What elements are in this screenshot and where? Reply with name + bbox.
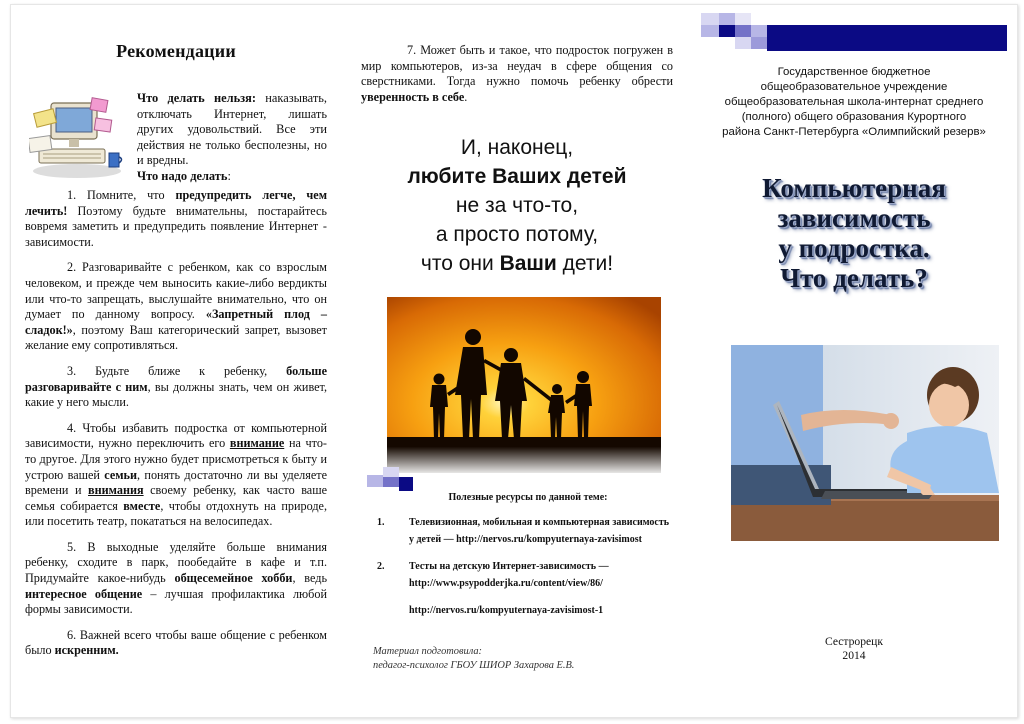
org-line-1: Государственное бюджетное [777, 66, 931, 78]
org-line-4: (полного) общего образования Курортного [741, 111, 967, 123]
brochure-title [701, 173, 1007, 293]
dont-text: наказывать, отключать Интернет, лишать других удовольствий. Все эти действия не только бесполезны, но и вредны. [137, 91, 328, 168]
middle-column [361, 5, 673, 717]
step-3 [25, 364, 327, 411]
resource-2-text[interactable]: Тесты на детскую Интернет-зависимость — http://www.psypodderjka.ru/content/view/86/ [409, 561, 609, 589]
resource-item-2 [365, 558, 671, 592]
step-1-bold: предупредить легче, чем лечить! [25, 188, 328, 218]
title-line-4: Что делать? [780, 263, 928, 293]
step-3-bold: больше разговаривайте с ним [25, 363, 327, 394]
love-message [361, 133, 673, 278]
org-line-2: общеобразовательное учреждение [760, 81, 948, 93]
header-decoration [701, 13, 1007, 53]
right-column [701, 5, 1011, 717]
step-4-text-e: , понять достаточно ли вы уделяете времени и [25, 467, 327, 498]
love-line-5b: Ваши [499, 252, 557, 275]
resource-1-number: 1. [377, 517, 385, 528]
love-line-5 [361, 249, 673, 278]
todo-label: Что надо делать [137, 168, 228, 183]
step-6 [25, 628, 327, 659]
step-4-bold-together: вместе [123, 498, 161, 513]
org-line-3: общеобразовательная школа-интернат среднего [724, 96, 984, 108]
step-4-text-c: на что-то другое. Для этого нужно будет присмотреться к быту и устрою вашей [25, 436, 327, 482]
step-4-bold-family: семьи [104, 467, 138, 482]
intro-paragraph [137, 91, 327, 185]
resource-item-1 [365, 514, 671, 548]
city-year [701, 635, 1007, 663]
step-5-bold-hobby: общесемейное хобби [174, 571, 293, 586]
family-sunset-photo [387, 297, 661, 473]
step-6-text-a: 6. Важней всего чтобы ваше общение с ребенком было [25, 627, 327, 658]
todo-colon: : [227, 168, 231, 183]
step-2 [25, 260, 327, 354]
org-line-5: района Санкт-Петербурга «Олимпийский резерв» [722, 126, 986, 138]
step-2-text-c: , поэтому Ваш категорический запрет, вызовет желание ему сопротивляться. [25, 322, 327, 353]
love-line-5a: что они [420, 252, 500, 275]
credit-block [373, 645, 673, 673]
step-5 [25, 540, 327, 618]
steps-list [25, 188, 327, 669]
child-laptop-photo [731, 345, 999, 541]
resource-link-3[interactable]: http://nervos.ru/kompyuternaya-zavisimost-1 [409, 605, 604, 616]
title-line-1: Компьютерная [762, 173, 946, 203]
step-7-text-c: . [464, 89, 468, 104]
love-line-1: И, наконец, [460, 136, 574, 159]
love-line-2: любите Ваших детей [407, 165, 627, 188]
step-1 [25, 188, 327, 250]
step-5-bold-communication: интересное общение [25, 586, 143, 601]
step-2-bold: «Запретный плод – сладок!» [25, 307, 328, 337]
title-line-2: зависимость [777, 203, 931, 233]
love-line-4: а просто потому, [435, 223, 599, 246]
step-4-text-i: , чтобы отдохнуть на природе, или посетить театр, покататься на велосипедах. [25, 498, 327, 529]
step-4-text-a: 4. Чтобы избавить подростка от компьютерной зависимости, нужно переключить его [25, 420, 327, 451]
step-4-bold-attention: внимание [229, 436, 285, 451]
step-4-bold-attention-2: внимания [88, 483, 144, 498]
city-name: Сестрорецк [824, 635, 884, 648]
love-line-3: не за что-то, [455, 194, 579, 217]
step-5-text-a: 5. В выходные уделяйте больше внимания ребенку, сходите в парк, пообедайте в кафе и т.п. Придумайте какое-нибудь [25, 539, 327, 586]
brochure-page [10, 4, 1018, 718]
year: 2014 [842, 649, 866, 662]
step-4-text-g: своему ребенку, как часто ваше семья собирается [25, 483, 327, 513]
organization-name [701, 65, 1007, 140]
step-1-text-a: 1. Помните, что [67, 188, 176, 202]
step-7-bold: уверенность в себе [361, 89, 465, 104]
step-7-text-a: 7. Может быть и такое, что подросток погружен в мир компьютеров, из-за неудач в сфере общения со сверстниками. Тогда нужно помочь ребенку обрести [361, 43, 673, 89]
credit-line-2: педагог-психолог ГБОУ ШИОР Захарова Е.В. [373, 660, 575, 671]
resource-1-text[interactable]: Телевизионная, мобильная и компьютерная зависимость у детей — http://nervos.ru/kompyuternaya-zavisimost [409, 517, 670, 545]
resources-list [365, 514, 671, 592]
left-column [25, 5, 327, 717]
love-line-5c: дети! [556, 252, 614, 275]
dont-label: Что делать нельзя: [137, 91, 256, 105]
credit-line-1: Материал подготовила: [373, 646, 483, 657]
resource-2-number: 2. [377, 561, 385, 572]
recommendations-heading: Рекомендации [116, 41, 236, 61]
step-1-text-c: Поэтому будьте внимательны, постарайтесь вовремя заметить и предупредить появление Интернет - зависимости. [25, 203, 327, 249]
resources-title: Полезные ресурсы по данной теме: [448, 492, 608, 503]
resources-section [365, 489, 671, 619]
step-5-text-c: , ведь [292, 571, 327, 586]
step-3-text-c: , вы должны знать, чем он живет, какие у него мысли. [25, 379, 327, 410]
step-7 [361, 43, 673, 105]
step-3-text-a: 3. Будьте ближе к ребенку, [67, 363, 287, 378]
step-5-text-e: – лучшая профилактика любой формы зависимости. [25, 586, 327, 617]
step-4 [25, 421, 327, 530]
step-6-bold: искренним. [54, 643, 119, 658]
computer-illustration [29, 97, 125, 179]
step-2-text-a: 2. Разговаривайте с ребенком, как со взрослым человеком, и прежде чем выносить какие-либо вердикты или что-то запрещать, выслушайте внимательно, что он думает по данному вопросу. [25, 260, 327, 322]
title-line-3: у подростка. [778, 233, 930, 263]
